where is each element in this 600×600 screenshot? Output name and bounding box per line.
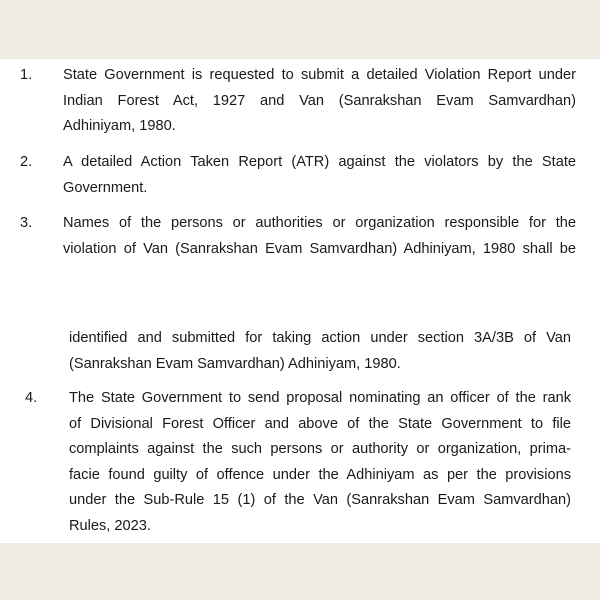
- text-line: Indian Forest Act, 1927 and Van (Sanrakshan Evam Samvardhan): [63, 92, 576, 109]
- item-text: [63, 211, 576, 262]
- item-number: 3.: [20, 215, 33, 231]
- item-text: [63, 150, 576, 201]
- text-line: State Government is requested to submit a detailed Violation Report under: [63, 67, 576, 83]
- text-line: facie found guilty of offence under the Adhiniyam as per the provisions: [69, 466, 571, 483]
- item-number: 2.: [20, 154, 33, 170]
- text-line: The State Government to send proposal nominating an officer of the rank: [69, 390, 571, 406]
- text-line: Adhiniyam, 1980.: [63, 118, 176, 134]
- text-line: (Sanrakshan Evam Samvardhan) Adhiniyam, 1980.: [69, 355, 401, 372]
- text-line: identified and submitted for taking action under section 3A/3B of Van: [69, 330, 571, 346]
- text-line: under the Sub-Rule 15 (1) of the Van (Sanrakshan Evam Samvardhan): [69, 492, 571, 508]
- item-text: [63, 63, 576, 140]
- text-line: Rules, 2023.: [69, 517, 151, 534]
- item-text-continuation: [69, 326, 571, 377]
- text-line: Names of the persons or authorities or organization responsible for the: [63, 215, 576, 231]
- item-number: 1.: [20, 67, 33, 83]
- text-line: of Divisional Forest Officer and above of the State Government to file: [69, 415, 571, 432]
- text-line: A detailed Action Taken Report (ATR) against the violators by the State: [63, 154, 576, 170]
- item-text: [69, 386, 571, 539]
- text-line: complaints against the such persons or authority or organization, prima-: [69, 441, 571, 457]
- item-number: 4.: [25, 390, 38, 406]
- text-line: Government.: [63, 179, 148, 196]
- text-line: violation of Van (Sanrakshan Evam Samvardhan) Adhiniyam, 1980 shall be: [63, 240, 576, 257]
- document-page: [0, 59, 600, 543]
